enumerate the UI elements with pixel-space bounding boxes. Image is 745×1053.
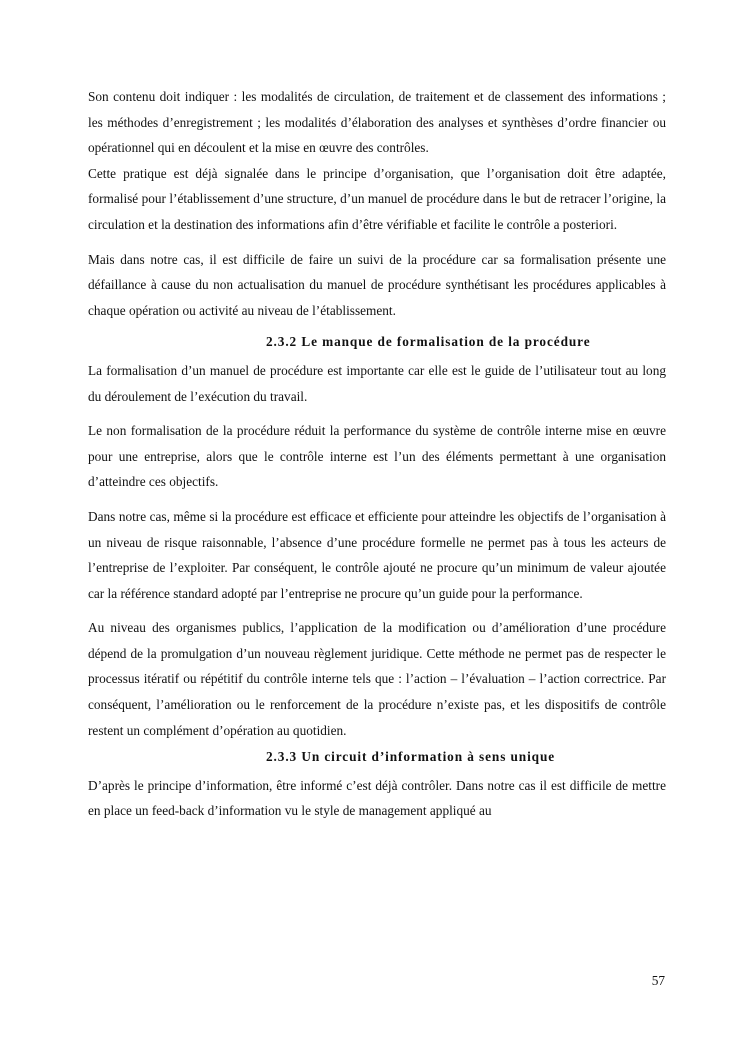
section-heading-2-3-3: 2.3.3 Un circuit d’information à sens unique [266, 749, 556, 765]
page-number: 57 [651, 973, 665, 988]
paragraph-public-organisations: Au niveau des organismes publics, l’application de la modification ou d’amélioration d’une procédure dépend de la promulgation d’un nouveau règlement juridique. Cette méthode ne permet pas de respecter le processus itératif ou répétitif du contrôle interne tels que : l’action – l’évaluation – l’action correctrice. Par conséquent, l’amélioration ou le renforcement de la procédure n’existe pas, et les dispositifs de contrôle restent un complément d’opération au quotidien. [88, 620, 666, 738]
paragraph-procedure-efficiency: Dans notre cas, même si la procédure est efficace et efficiente pour atteindre les objectifs de l’organisation à un niveau de risque raisonnable, l’absence d’une procédure formelle ne permet pas à tous les acteurs de l’entreprise de l’exploiter. Par conséquent, le contrôle ajouté ne procure qu’un minimum de valeur ajoutée car la référence standard adopté par l’entreprise ne procure qu’un guide pour la performance. [88, 508, 666, 601]
paragraph-manual-importance: La formalisation d’un manuel de procédure est importante car elle est le guide de l’utilisateur tout au long du déroulement de l’exécution du travail. [88, 362, 666, 404]
section-heading-2-3-2: 2.3.2 Le manque de formalisation de la procédure [266, 334, 591, 350]
paragraph-non-formalisation: Le non formalisation de la procédure réduit la performance du système de contrôle interne mise en œuvre pour une entreprise, alors que le contrôle interne est l’un des éléments permettant à une organisation d’atteindre ces objectifs. [88, 423, 666, 490]
paragraph-organisation-principle: Cette pratique est déjà signalée dans le principe d’organisation, que l’organisation doit être adaptée, formalisé pour l’établissement d’une structure, d’un manuel de procédure dans le but de retracer l’origine, la circulation et la destination des informations afin d’être vérifiable et facilite le contrôle a posteriori. [88, 165, 666, 232]
paragraph-content-modalities: Son contenu doit indiquer : les modalités de circulation, de traitement et de classement des informations ; les méthodes d’enregistrement ; les modalités d’élaboration des analyses et synthèses d’ordre financier ou opérationnel qui en découlent et la mise en œuvre des contrôles. [88, 89, 666, 156]
paragraph-procedure-followup: Mais dans notre cas, il est difficile de faire un suivi de la procédure car sa formalisation présente une défaillance à cause du non actualisation du manuel de procédure synthétisant les procédures applicables à chaque opération ou activité au niveau de l’établissement. [88, 251, 666, 318]
paragraph-information-principle: D’après le principe d’information, être informé c’est déjà contrôler. Dans notre cas il est difficile de mettre en place un feed-back d’information vu le style de management appliqué au [88, 777, 666, 819]
document-page [88, 84, 666, 824]
